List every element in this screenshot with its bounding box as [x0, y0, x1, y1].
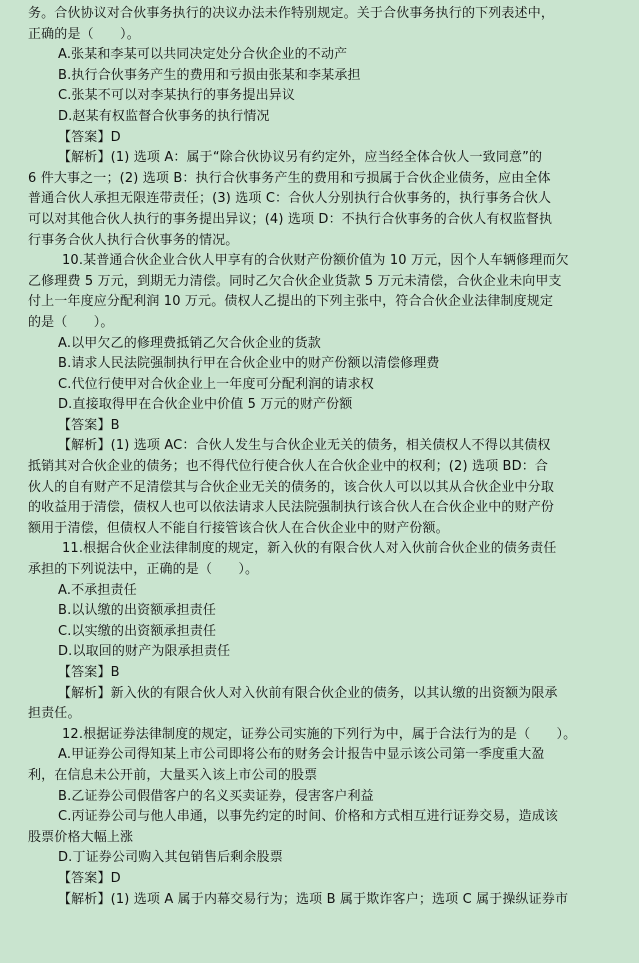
text-line: 务。合伙协议对合伙事务执行的决议办法未作特别规定。关于合伙事务执行的下列表述中，	[28, 6, 555, 21]
text-line: 的是（ ）。	[28, 314, 114, 330]
text-line: 乙修理费 5 万元，到期无力清偿。同时乙欠合伙企业货款 5 万元未清偿，合伙企业未向甲支	[28, 273, 562, 289]
text-line: A.甲证券公司得知某上市公司即将公布的财务会计报告中显示该公司第一季度重大盈	[58, 747, 545, 763]
text-line: 正确的是（ ）。	[28, 26, 140, 42]
text-line: 11.根据合伙企业法律制度的规定，新入伙的有限合伙人对入伙前合伙企业的债务责任	[62, 541, 557, 557]
text-line: 普通合伙人承担无限连带责任；(3) 选项 C：合伙人分别执行合伙事务的，执行事务合伙人	[28, 191, 552, 207]
text-line: 付上一年度应分配利润 10 万元。债权人乙提出的下列主张中，符合合伙企业法律制度规定	[28, 294, 554, 310]
text-line: D.以取回的财产为限承担责任	[58, 644, 231, 660]
text-line: 担责任。	[28, 706, 81, 722]
text-line: D.直接取得甲在合伙企业中价值 5 万元的财产份额	[58, 397, 353, 413]
text-line: D.赵某有权监督合伙事务的执行情况	[58, 108, 270, 124]
text-line: 的收益用于清偿，债权人也可以依法请求人民法院强制执行该合伙人在合伙企业中的财产份	[28, 500, 555, 516]
text-line: C.以实缴的出资额承担责任	[58, 623, 217, 639]
text-line: 额用于清偿，但债权人不能自行接管该合伙人在合伙企业中的财产份额。	[28, 520, 449, 536]
text-line: 【解析】(1) 选项 A：属于“除合伙协议另有约定外，应当经全体合伙人一致同意”的	[58, 150, 543, 166]
text-line: A.不承担责任	[58, 582, 137, 598]
text-line: 【解析】(1) 选项 AC：合伙人发生与合伙企业无关的债务，相关债权人不得以其债权	[58, 438, 551, 454]
text-line: C.丙证券公司与他人串通，以事先约定的时间、价格和方式相互进行证券交易，造成该	[58, 809, 559, 825]
text-line: 6 件大事之一；(2) 选项 B：执行合伙事务产生的费用和亏损属于合伙企业债务，应由全体	[28, 170, 551, 186]
text-line: 利，在信息未公开前，大量买入该上市公司的股票	[28, 767, 318, 783]
text-line: C.张某不可以对李某执行的事务提出异议	[58, 88, 296, 104]
text-line: B.请求人民法院强制执行甲在合伙企业中的财产份额以清偿修理费	[58, 356, 440, 372]
text-line: D.丁证券公司购入其包销售后剩余股票	[58, 850, 283, 866]
text-line: 承担的下列说法中，正确的是（ ）。	[28, 562, 259, 578]
text-line: 10.某普通合伙企业合伙人甲享有的合伙财产份额价值为 10 万元，因个人车辆修理而欠	[62, 253, 569, 269]
text-line: 股票价格大幅上涨	[28, 829, 134, 845]
text-line: 抵销其对合伙企业的债务；也不得代位行使合伙人在合伙企业中的权利；(2) 选项 BD：合	[28, 459, 549, 475]
text-line: 伙人的自有财产不足清偿其与合伙企业无关的债务的，该合伙人可以以其从合伙企业中分取	[28, 479, 555, 495]
text-line: 【答案】D	[58, 870, 121, 886]
text-line: 【答案】B	[58, 665, 120, 680]
text-line: 可以对其他合伙人执行的事务提出异议；(4) 选项 D：不执行合伙事务的合伙人有权监督执	[28, 211, 553, 227]
text-line: B.执行合伙事务产生的费用和亏损由张某和李某承担	[58, 67, 361, 83]
text-line: 行事务合伙人执行合伙事务的情况。	[28, 232, 239, 248]
text-line: B.以认缴的出资额承担责任	[58, 603, 217, 619]
text-line: 12.根据证券法律制度的规定，证券公司实施的下列行为中，属于合法行为的是（ ）。	[62, 726, 577, 742]
text-line: 【答案】D	[58, 129, 121, 145]
text-line: C.代位行使甲对合伙企业上一年度可分配利润的请求权	[58, 376, 374, 392]
text-line: A.以甲欠乙的修理费抵销乙欠合伙企业的货款	[58, 335, 321, 351]
text-line: 【解析】(1) 选项 A 属于内幕交易行为；选项 B 属于欺诈客户；选项 C 属于操纵证券市	[58, 891, 569, 907]
text-line: 【解析】新入伙的有限合伙人对入伙前有限合伙企业的债务，以其认缴的出资额为限承	[58, 685, 558, 701]
text-line: 【答案】B	[58, 417, 120, 433]
text-line: A.张某和李某可以共同决定处分合伙企业的不动产	[58, 47, 348, 63]
text-line: B.乙证券公司假借客户的名义买卖证券，侵害客户利益	[58, 788, 374, 804]
